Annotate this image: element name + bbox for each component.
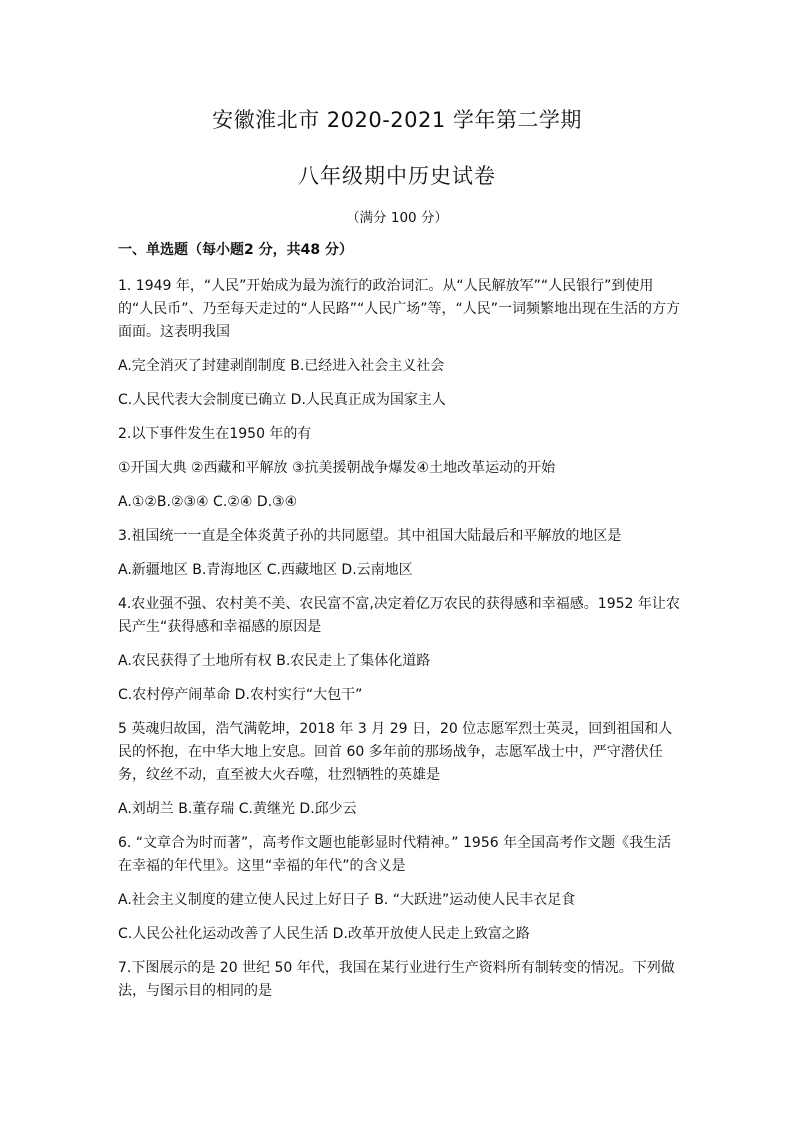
question-option-1a: A.完全消灭了封建剥削制度 B.已经进入社会主义社会: [118, 358, 445, 374]
question-stem-1: 1. 1949 年，“人民”开始成为最为流行的政治词汇。从“人民解放军”“人民银行”到使用的“人民币”、乃至每天走过的“人民路”“人民广场”等，“人民”一词频繁地出现在生活的方方面面。这表明我国: [118, 278, 681, 340]
question-option-4b: C.农村停产闹革命 D.农村实行“大包干”: [118, 687, 363, 703]
question-option-4a: A.农民获得了土地所有权 B.农民走上了集体化道路: [118, 653, 431, 669]
question-option-1b: C.人民代表大会制度已确立 D.人民真正成为国家主人: [118, 392, 446, 408]
section-heading: 一、单选题（每小题2 分，共48 分）: [118, 242, 353, 258]
question-option-3a: A.新疆地区 B.青海地区 C.西藏地区 D.云南地区: [118, 562, 413, 578]
exam-title: 安徽淮北市 2020-2021 学年第二学期: [212, 108, 582, 132]
question-stem-6: 6. “文章合为时而著”，高考作文题也能彰显时代精神。” 1956 年全国高考作文题《我生活在幸福的年代里》。这里“幸福的年代”的含义是: [118, 835, 672, 874]
question-stem-4: 4.农业强不强、农村美不美、农民富不富,决定着亿万农民的获得感和幸福感。1952 年让农民产生“获得感和幸福感的原因是: [118, 596, 680, 635]
score-note: （满分 100 分）: [346, 210, 448, 226]
question-stem-3: 3.祖国统一一直是全体炎黄子孙的共同愿望。其中祖国大陆最后和平解放的地区是: [118, 528, 622, 544]
exam-subtitle: 八年级期中历史试卷: [298, 164, 496, 188]
question-sub-2: ①开国大典 ②西藏和平解放 ③抗美援朝战争爆发④土地改革运动的开始: [118, 460, 556, 476]
question-stem-7: 7.下图展示的是 20 世纪 50 年代，我国在某行业进行生产资料所有制转变的情况。下列做法，与图示目的相同的是: [118, 960, 675, 999]
question-option-2a: A.①②B.②③④ C.②④ D.③④: [118, 494, 298, 510]
question-option-6a: A.社会主义制度的建立使人民过上好日子 B. “大跃进”运动使人民丰衣足食: [118, 892, 576, 908]
question-option-5a: A.刘胡兰 B.董存瑞 C.黄继光 D.邱少云: [118, 801, 357, 817]
question-option-6b: C.人民公社化运动改善了人民生活 D.改革开放使人民走上致富之路: [118, 926, 530, 942]
exam-content: [118, 238, 683, 1003]
question-stem-2: 2.以下事件发生在1950 年的有: [118, 426, 312, 442]
question-stem-5: 5 英魂归故国，浩气满乾坤，2018 年 3 月 29 日，20 位志愿军烈士英灵，回到祖国和人民的怀抱，在中华大地上安息。回首 60 多年前的那场战争，志愿军战士中，严守潜伏任务，纹丝不动，直至被大火吞噬，壮烈牺牲的英雄是: [118, 721, 673, 783]
